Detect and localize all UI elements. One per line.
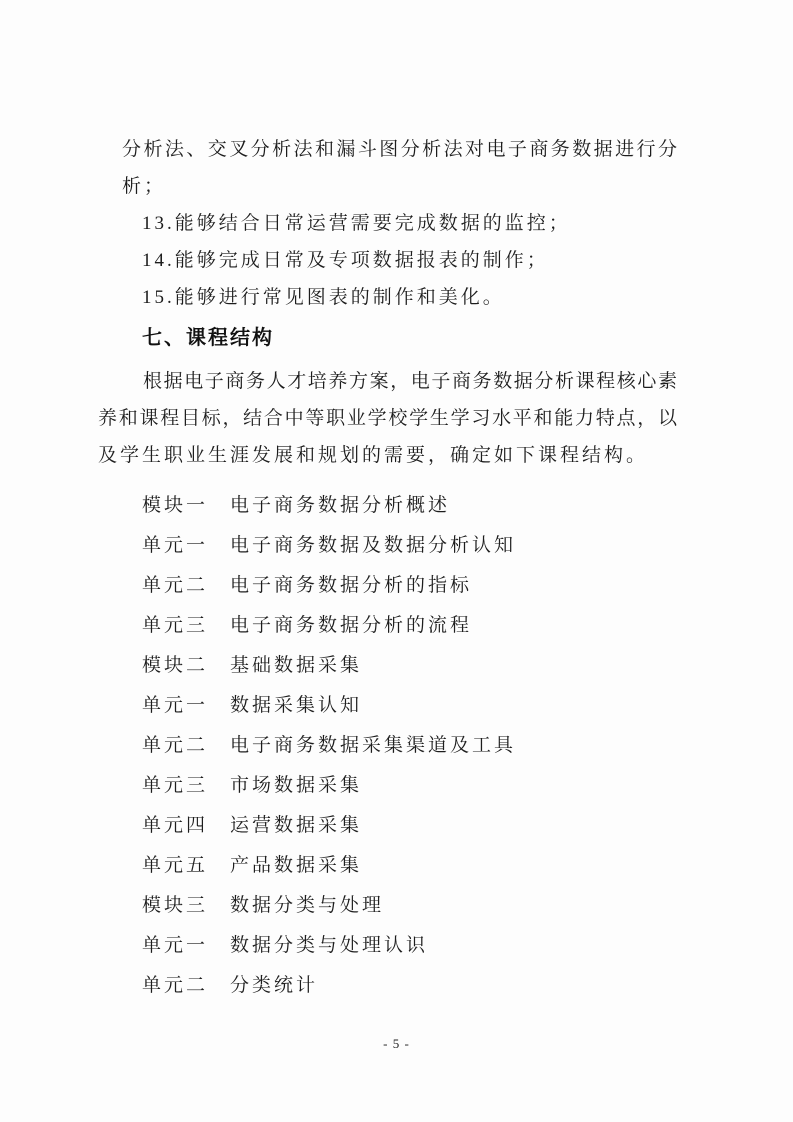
structure-unit-2-5: 单元五 产品数据采集 (142, 855, 363, 876)
course-structure-list (0, 486, 793, 1006)
structure-module-1: 模块一 电子商务数据分析概述 (142, 495, 451, 516)
structure-unit-2-3: 单元三 市场数据采集 (142, 775, 363, 796)
ability-item-15: 15.能够进行常见图表的制作和美化。 (142, 287, 505, 308)
paragraph-line-2: 养和课程目标，结合中等职业学校学生学习水平和能力特点，以 (98, 408, 677, 429)
item12-continuation-line-2: 析； (122, 176, 167, 197)
structure-unit-1-1: 单元一 电子商务数据及数据分析认知 (142, 535, 517, 556)
structure-module-2: 模块二 基础数据采集 (142, 655, 363, 676)
ability-item-13: 13.能够结合日常运营需要完成数据的监控； (142, 213, 571, 234)
ability-item-14: 14.能够完成日常及专项数据报表的制作； (142, 250, 549, 271)
paragraph-line-1: 根据电子商务人才培养方案，电子商务数据分析课程核心素 (143, 371, 677, 392)
structure-module-3: 模块三 数据分类与处理 (142, 895, 385, 916)
intro-paragraph (0, 363, 793, 474)
paragraph-line-3: 及学生职业生涯发展和规划的需要，确定如下课程结构。 (98, 445, 649, 466)
structure-unit-3-1: 单元一 数据分类与处理认识 (142, 935, 429, 956)
page-number: - 5 - (383, 1036, 410, 1051)
structure-unit-1-2: 单元二 电子商务数据分析的指标 (142, 575, 473, 596)
structure-unit-2-4: 单元四 运营数据采集 (142, 815, 363, 836)
section-heading-course-structure: 七、课程结构 (142, 327, 274, 349)
structure-unit-2-1: 单元一 数据采集认知 (142, 695, 363, 716)
item12-continuation-line-1: 分析法、交叉分析法和漏斗图分析法对电子商务数据进行分 (122, 139, 677, 160)
structure-unit-3-2: 单元二 分类统计 (142, 975, 319, 996)
structure-unit-1-3: 单元三 电子商务数据分析的流程 (142, 615, 473, 636)
structure-unit-2-2: 单元二 电子商务数据采集渠道及工具 (142, 735, 517, 756)
